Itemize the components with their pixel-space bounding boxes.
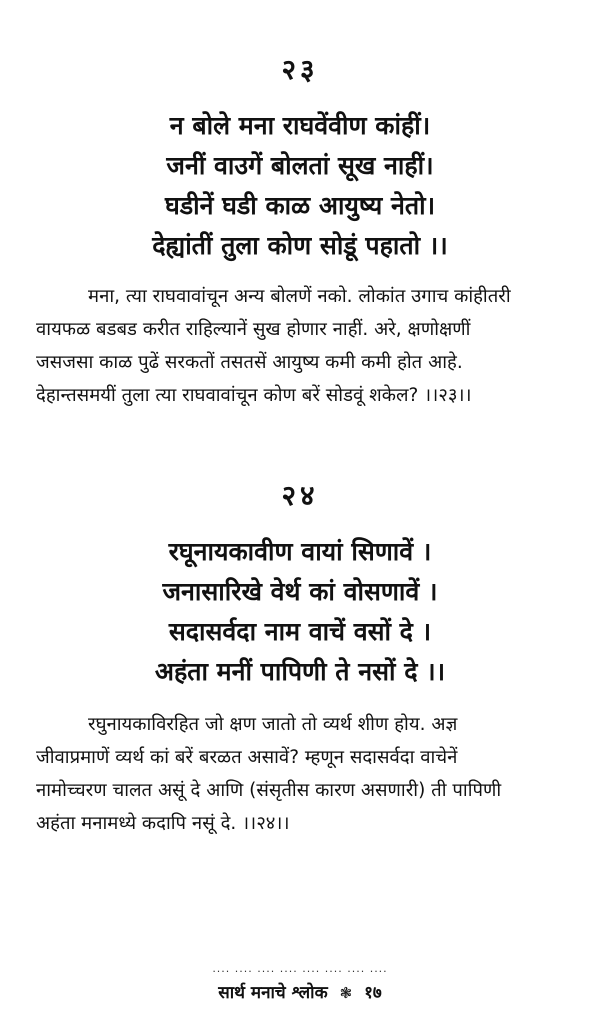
section-number: २३ [281,53,319,86]
page-number: १७ [364,983,382,1003]
verse-line: देह्यांतीं तुला कोण सोडूं पहातो ।। [152,231,448,260]
verse-block [0,106,600,266]
commentary-paragraph [36,280,564,412]
book-title: सार्थ मनाचे श्लोक [218,983,328,1003]
verse-line: घडीनें घडी काळ आयुष्य नेतो। [164,191,436,220]
commentary-line: वायफळ बडबड करीत राहिल्यानें सुख होणार नाहीं. अरे, क्षणोक्षणीं [36,319,471,340]
commentary-line: अहंता मनामध्ये कदापि नसूं दे. ।।२४।। [36,813,290,834]
commentary-line: मना, त्या राघवावांचून अन्य बोलणें नको. लोकांत उगाच कांहीतरी [88,286,511,307]
commentary-line: जसजसा काळ पुढें सरकतों तसतसें आयुष्य कमी कमी होत आहे. [36,352,463,373]
commentary-line: जीवाप्रमाणें व्यर्थ कां बरें बरळत असावें? म्हणून सदासर्वदा वाचेनें [36,747,458,768]
verse-line: रघूनायकावीण वायां सिणावें । [168,537,432,566]
commentary-line: रघुनायकाविरहित जो क्षण जातो तो व्यर्थ शीण होय. अज्ञ [88,714,458,735]
verse-line: जनासारिखे वेर्थ कां वोसणावें । [162,577,438,606]
commentary-line: देहान्तसमयीं तुला त्या राघवावांचून कोण बरें सोडवूं शकेल? ।।२३।। [36,385,472,406]
commentary-paragraph [36,708,564,840]
section-number: २४ [281,479,319,512]
commentary-line: नामोच्चरण चालत असूं दे आणि (संसृतीस कारण असणारी) ती पापिणी [36,780,502,801]
verse-line: सदासर्वदा नाम वाचें वसों दे । [168,617,432,646]
verse-line: न बोले मना राघवेंवीण कांहीं। [169,111,431,140]
footer-divider: .... .... .... .... .... .... .... .... [212,962,388,975]
verse-block [0,532,600,692]
verse-line: अहंता मनीं पापिणी ते नसों दे ।। [154,657,446,686]
flower-ornament-icon: ❃ [339,984,353,1002]
verse-line: जनीं वाउगें बोलतां सूख नाहीं। [166,151,434,180]
page-footer [0,980,600,1003]
